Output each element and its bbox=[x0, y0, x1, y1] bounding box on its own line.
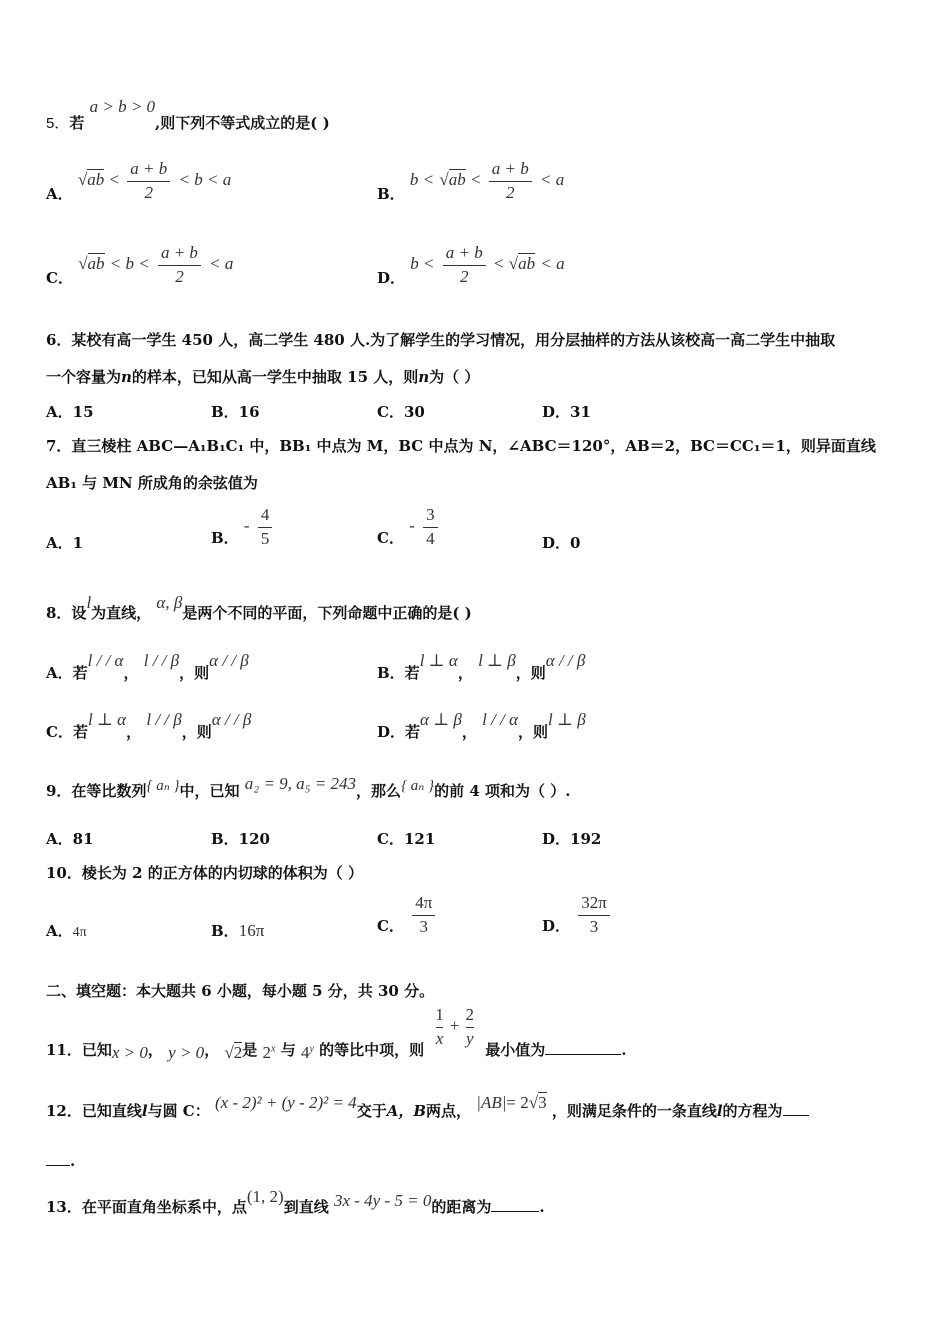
q8-option-c: C．若l ⊥ α， l / / β，则α / / β bbox=[46, 710, 252, 741]
fraction: $\frac{a + b}{2}$ bbox=[127, 160, 170, 202]
fraction: $\frac{a + b}{2}$ bbox=[489, 160, 532, 202]
q12-stem: 12．已知直线l与圆 C： (x - 2)² + (y - 2)² = 4交于A，B两点， |AB|= 2√3 ，则满足条件的一条直线l的方程为 bbox=[46, 1100, 809, 1121]
fraction: $\frac{a + b}{2}$ bbox=[158, 244, 201, 286]
fraction: $\frac{a + b}{2}$ bbox=[443, 244, 486, 286]
q6-option-a: A．15 bbox=[46, 403, 94, 421]
q9-option-c: C．121 bbox=[377, 830, 436, 848]
fraction: $\frac{32\pi}{3}$ bbox=[578, 894, 610, 936]
q5-option-d: D． b < $\frac{a + b}{2}$ < √ab < a bbox=[377, 243, 565, 288]
q5-condition: a > b > 0 bbox=[89, 97, 156, 116]
section-heading: 二、填空题：本大题共 6 小题，每小题 5 分，共 30 分。 bbox=[46, 982, 435, 1000]
q5-option-b: B． b < √ab < $\frac{a + b}{2}$ < a bbox=[377, 159, 565, 204]
answer-blank[interactable] bbox=[545, 1054, 621, 1055]
q6-line1: 6．某校有高一学生 450 人，高二学生 480 人.为了解学生的学习情况，用分层抽样的方法从该校高一高二学生中抽取 bbox=[46, 331, 836, 349]
sqrt-icon: √2 bbox=[224, 1043, 243, 1063]
q8-stem: 8．设l为直线， α, β是两个不同的平面，下列命题中正确的是( ) bbox=[46, 593, 472, 622]
q5-stem: 5．若 a > b > 0,则下列不等式成立的是( ) bbox=[46, 97, 330, 132]
q6-option-c: C．30 bbox=[377, 403, 425, 421]
q9-option-d: D．192 bbox=[542, 830, 602, 848]
q7-line2: AB₁ 与 MN 所成角的余弦值为 bbox=[46, 474, 258, 492]
answer-blank[interactable] bbox=[491, 1211, 539, 1212]
q10-option-c: C． $\frac{4\pi}{3}$ bbox=[377, 894, 438, 936]
sqrt-icon: √ab bbox=[78, 254, 105, 274]
q7-option-b: B． - $\frac{4}{5}$ bbox=[211, 506, 275, 548]
q8-option-a: A．若l / / α， l / / β，则α / / β bbox=[46, 651, 249, 682]
q6-line2: 一个容量为n的样本，已知从高一学生中抽取 15 人，则n为（ ） bbox=[46, 368, 480, 386]
q6-option-d: D．31 bbox=[542, 403, 591, 421]
q6-option-b: B．16 bbox=[211, 403, 260, 421]
q11-stem: 11．已知x > 0， y > 0， √2是 2$^x$ 与 4$^y$ 的等比中项，则 $\frac{1}{x}$ + $\frac{2}{y}$ 最小值为 . bbox=[46, 1005, 627, 1063]
sqrt-icon: √ab bbox=[77, 170, 105, 190]
power-2x: 2$^x$ bbox=[262, 1043, 276, 1063]
fraction: $\frac{3}{4}$ bbox=[423, 506, 438, 548]
q10-option-d: D． $\frac{32\pi}{3}$ bbox=[542, 894, 613, 936]
power-4y: 4$^y$ bbox=[300, 1043, 314, 1063]
q5-option-c: C． √ab < b < $\frac{a + b}{2}$ < a bbox=[46, 243, 234, 288]
q8-option-b: B．若l ⊥ α， l ⊥ β，则α / / β bbox=[377, 651, 586, 682]
answer-blank[interactable] bbox=[46, 1165, 70, 1166]
q7-line1: 7．直三棱柱 ABC—A₁B₁C₁ 中，BB₁ 中点为 M，BC 中点为 N，∠ABC＝120°，AB＝2，BC＝CC₁＝1，则异面直线 bbox=[46, 437, 876, 455]
q10-option-b: B．16π bbox=[211, 921, 265, 940]
q10-stem: 10．棱长为 2 的正方体的内切球的体积为（ ） bbox=[46, 864, 363, 882]
q7-option-c: C． - $\frac{3}{4}$ bbox=[377, 506, 441, 548]
fraction: $\frac{2}{y}$ bbox=[465, 1005, 474, 1048]
q10-option-a: A．4π bbox=[46, 922, 87, 940]
q13-stem: 13．在平面直角坐标系中，点(1, 2)到直线 3x - 4y - 5 = 0的距离为 . bbox=[46, 1187, 545, 1216]
sqrt-icon: √ab bbox=[508, 254, 536, 274]
sqrt-icon: √3 bbox=[528, 1093, 547, 1112]
q7-option-d: D．0 bbox=[542, 534, 581, 552]
q8-option-d: D．若α ⊥ β， l / / α，则l ⊥ β bbox=[377, 710, 586, 741]
fraction: $\frac{4\pi}{3}$ bbox=[412, 894, 435, 936]
answer-blank[interactable] bbox=[783, 1115, 809, 1116]
q9-option-a: A．81 bbox=[46, 830, 94, 848]
sqrt-icon: √ab bbox=[439, 170, 466, 190]
q12-blank-cont: . bbox=[46, 1152, 75, 1170]
q9-option-b: B．120 bbox=[211, 830, 270, 848]
q9-stem: 9．在等比数列{ aₙ }中，已知 a₂ = 9, a₅ = 243，那么{ aₙ }的前 4 项和为（ ）. bbox=[46, 774, 571, 800]
fraction: $\frac{4}{5}$ bbox=[258, 506, 273, 548]
fraction: $\frac{1}{x}$ bbox=[435, 1005, 444, 1048]
q5-option-a: A． √ab < $\frac{a + b}{2}$ < b < a bbox=[46, 159, 232, 204]
q7-option-a: A．1 bbox=[46, 534, 84, 552]
